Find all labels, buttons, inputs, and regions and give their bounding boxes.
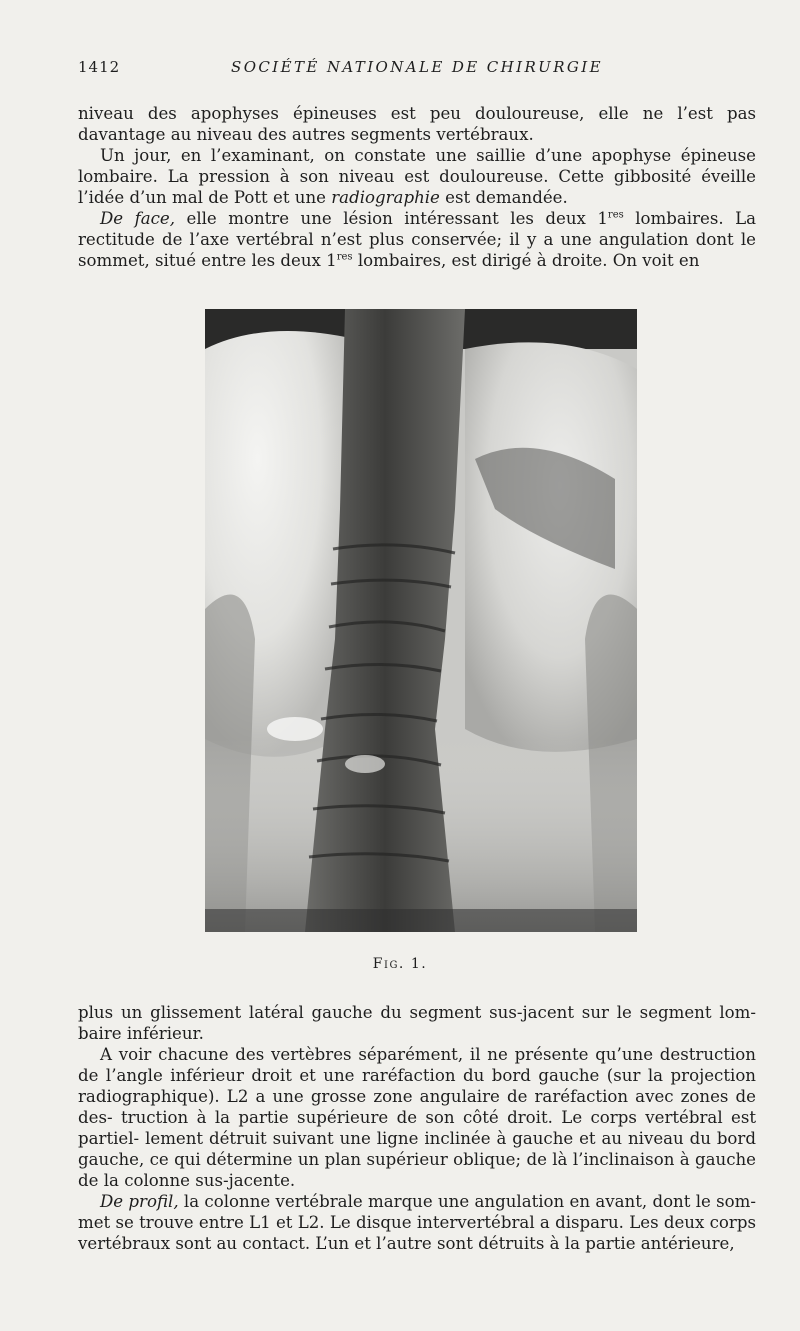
superscript: res bbox=[607, 209, 624, 221]
page-number: 1412 bbox=[78, 58, 121, 76]
text-line: baire inférieur. bbox=[78, 1024, 204, 1043]
italic-lead: De profil, bbox=[100, 1192, 179, 1211]
caption-text: Fig. 1. bbox=[372, 956, 428, 972]
text-line: met se trouve entre L1 et L2. Le disque intervertébral a disparu. Les deux corps bbox=[78, 1213, 756, 1232]
text-line: niveau des apophyses épineuses est peu douloureuse, elle ne l’est pas davantage bbox=[78, 104, 756, 144]
text-line: lombaires. La bbox=[623, 209, 757, 228]
paragraph bbox=[78, 1191, 756, 1254]
text-line: sommet, situé entre les deux 1 bbox=[78, 251, 337, 270]
text-line: rectitude de l’axe vertébral n’est plus conservée; il y a une angulation dont le bbox=[78, 230, 756, 249]
text-line: plus un glissement latéral gauche du segment sus-jacent sur le segment lom- bbox=[78, 1003, 756, 1022]
paragraph bbox=[78, 103, 756, 145]
italic-lead: De face, bbox=[100, 209, 176, 228]
running-header bbox=[78, 58, 756, 82]
text-line: est demandée. bbox=[439, 188, 568, 207]
text-block-bottom bbox=[78, 1002, 756, 1254]
paragraph bbox=[78, 1002, 756, 1044]
text-line: vertébraux sont au contact. L’un et l’autre sont détruits à la partie antérieure, bbox=[78, 1234, 735, 1253]
text-line: lement détruit suivant une ligne inclinée à gauche et au niveau du bord gauche, bbox=[78, 1129, 756, 1169]
text-line: la colonne vertébrale marque une angulation en avant, dont le som- bbox=[178, 1192, 756, 1211]
text-line: de l’angle inférieur droit et une raréfaction du bord gauche (sur la projection bbox=[78, 1066, 756, 1085]
figure-caption bbox=[0, 956, 800, 972]
paragraph bbox=[78, 145, 756, 208]
text-line: ce qui détermine un plan supérieur oblique; de là l’inclinaison à gauche de la bbox=[78, 1150, 756, 1190]
italic-term: radiographie bbox=[331, 188, 440, 207]
text-line: radiographique). L2 a une grosse zone angulaire de raréfaction avec zones de des- bbox=[78, 1087, 756, 1127]
text-line: d’un mal de Pott et une bbox=[129, 188, 332, 207]
text-line: truction à la partie supérieure de son côté droit. Le corps vertébral est partiel- bbox=[78, 1108, 757, 1148]
radiograph-image bbox=[205, 309, 637, 932]
superscript: res bbox=[336, 251, 353, 263]
paragraph bbox=[78, 208, 756, 271]
paragraph bbox=[78, 1044, 756, 1191]
text-line: Un jour, en l’examinant, on constate une saillie d’une apophyse épineuse bbox=[100, 146, 756, 165]
text-line: colonne sus-jacente. bbox=[124, 1171, 296, 1190]
text-line: lombaires, est dirigé à droite. On voit en bbox=[352, 251, 700, 270]
text-line: A voir chacune des vertèbres séparément, il ne présente qu’une destruction bbox=[100, 1045, 756, 1064]
running-title: SOCIÉTÉ NATIONALE DE CHIRURGIE bbox=[231, 58, 603, 76]
text-line: elle montre une lésion intéressant les deux 1 bbox=[175, 209, 608, 228]
text-block-top bbox=[78, 103, 756, 271]
text-line: au niveau des autres segments vertébraux. bbox=[170, 125, 534, 144]
text-line: lombaire. La pression à son niveau est douloureuse. Cette gibbosité éveille l’idée bbox=[78, 167, 756, 207]
radiograph-figure bbox=[205, 309, 637, 932]
